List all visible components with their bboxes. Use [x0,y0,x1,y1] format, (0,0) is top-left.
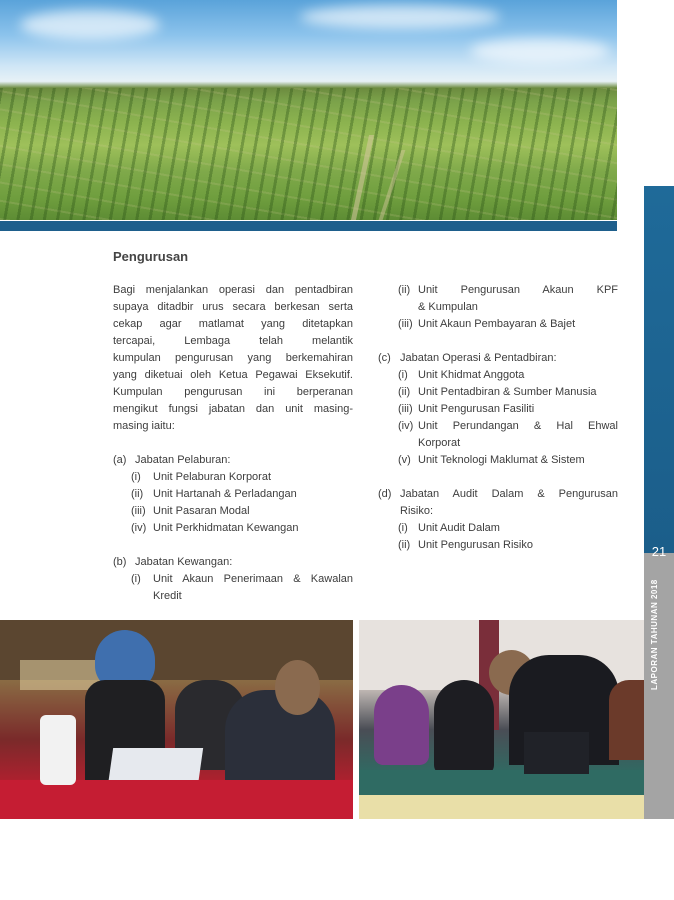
unit-name: Unit Akaun Pembayaran & Bajet [418,318,576,330]
unit-num: (i) [398,522,408,534]
list-item [113,520,353,537]
intro-line: Bagi menjalankan operasi dan pentadbiran [113,284,353,296]
intro-line: masing iaitu: [113,420,175,432]
list-item [378,384,618,401]
intro-line: cekap agar matlamat yang ditetapkan [113,318,353,330]
unit-num: (iii) [131,505,146,517]
intro-line: Kumpulan pengurusan ini berperanan [113,386,353,398]
unit-num: (iv) [398,420,414,432]
unit-num: (ii) [398,386,411,398]
intro-line: mengikut fungsi jabatan dan unit masing- [113,403,353,415]
department-name: Jabatan Operasi & Pentadbiran: [400,352,557,364]
header-stripe [0,221,617,231]
report-label: LAPORAN TAHUNAN 2018 [650,579,659,690]
intro-line: supaya ditadbir urus secara berkesan serta [113,301,353,313]
intro-line: tercapai, Lembaga telah melantik [113,335,353,347]
unit-name: Unit Audit Dalam [418,522,500,534]
intro-line: kumpulan pengurusan yang berkemahiran [113,352,353,364]
meeting-photo-right [359,620,644,819]
left-column [113,282,353,605]
unit-name-continuation: Korporat [418,437,461,449]
unit-name: Unit Khidmat Anggota [418,369,525,381]
list-item [113,571,353,588]
unit-num: (ii) [131,488,144,500]
unit-name: Unit Pentadbiran & Sumber Manusia [418,386,597,398]
intro-paragraph [113,282,353,435]
department-name-continuation: Risiko: [400,505,434,517]
page-number: 21 [651,544,667,559]
list-item [378,452,618,469]
department-label: (d) [378,488,392,500]
department-b [113,554,353,571]
unit-name: Unit Perundangan & Hal Ehwal [418,420,618,432]
list-item [378,418,618,435]
list-item [378,537,618,554]
list-item [378,316,618,333]
unit-num: (i) [131,573,141,585]
unit-name: Unit Pengurusan Fasiliti [418,403,535,415]
right-column [378,282,618,554]
unit-name: Unit Perkhidmatan Kewangan [153,522,299,534]
section-heading: Pengurusan [113,249,189,264]
unit-num: (i) [398,369,408,381]
unit-name-continuation: Kredit [153,590,182,602]
list-item [113,503,353,520]
unit-num: (iii) [398,403,413,415]
unit-name: Unit Pengurusan Akaun KPF [418,284,618,296]
unit-name: Unit Akaun Penerimaan & Kawalan [153,573,353,585]
department-label: (b) [113,556,127,568]
side-tab [644,186,674,819]
unit-num: (iv) [131,522,147,534]
unit-name: Unit Hartanah & Perladangan [153,488,297,500]
unit-num: (ii) [398,539,411,551]
list-item [113,469,353,486]
list-item [113,486,353,503]
meeting-photo-left [0,620,353,819]
department-name: Jabatan Audit Dalam & Pengurusan [400,488,618,500]
unit-num: (v) [398,454,411,466]
list-item [378,520,618,537]
list-item [378,401,618,418]
department-name: Jabatan Pelaburan: [135,454,231,466]
unit-name-continuation: & Kumpulan [418,301,478,313]
department-label: (a) [113,454,127,466]
department-d [378,486,618,503]
unit-num: (iii) [398,318,413,330]
list-item [378,282,618,299]
department-a [113,452,353,469]
unit-name: Unit Pasaran Modal [153,505,250,517]
intro-line: yang diketuai oleh Ketua Pegawai Eksekutif. [113,369,353,381]
unit-num: (i) [131,471,141,483]
department-c [378,350,618,367]
department-name: Jabatan Kewangan: [135,556,233,568]
unit-name: Unit Pelaburan Korporat [153,471,272,483]
unit-name: Unit Pengurusan Risiko [418,539,533,551]
plantation-banner-image [0,0,617,220]
list-item [378,367,618,384]
unit-name: Unit Teknologi Maklumat & Sistem [418,454,585,466]
unit-num: (ii) [398,284,411,296]
department-label: (c) [378,352,391,364]
